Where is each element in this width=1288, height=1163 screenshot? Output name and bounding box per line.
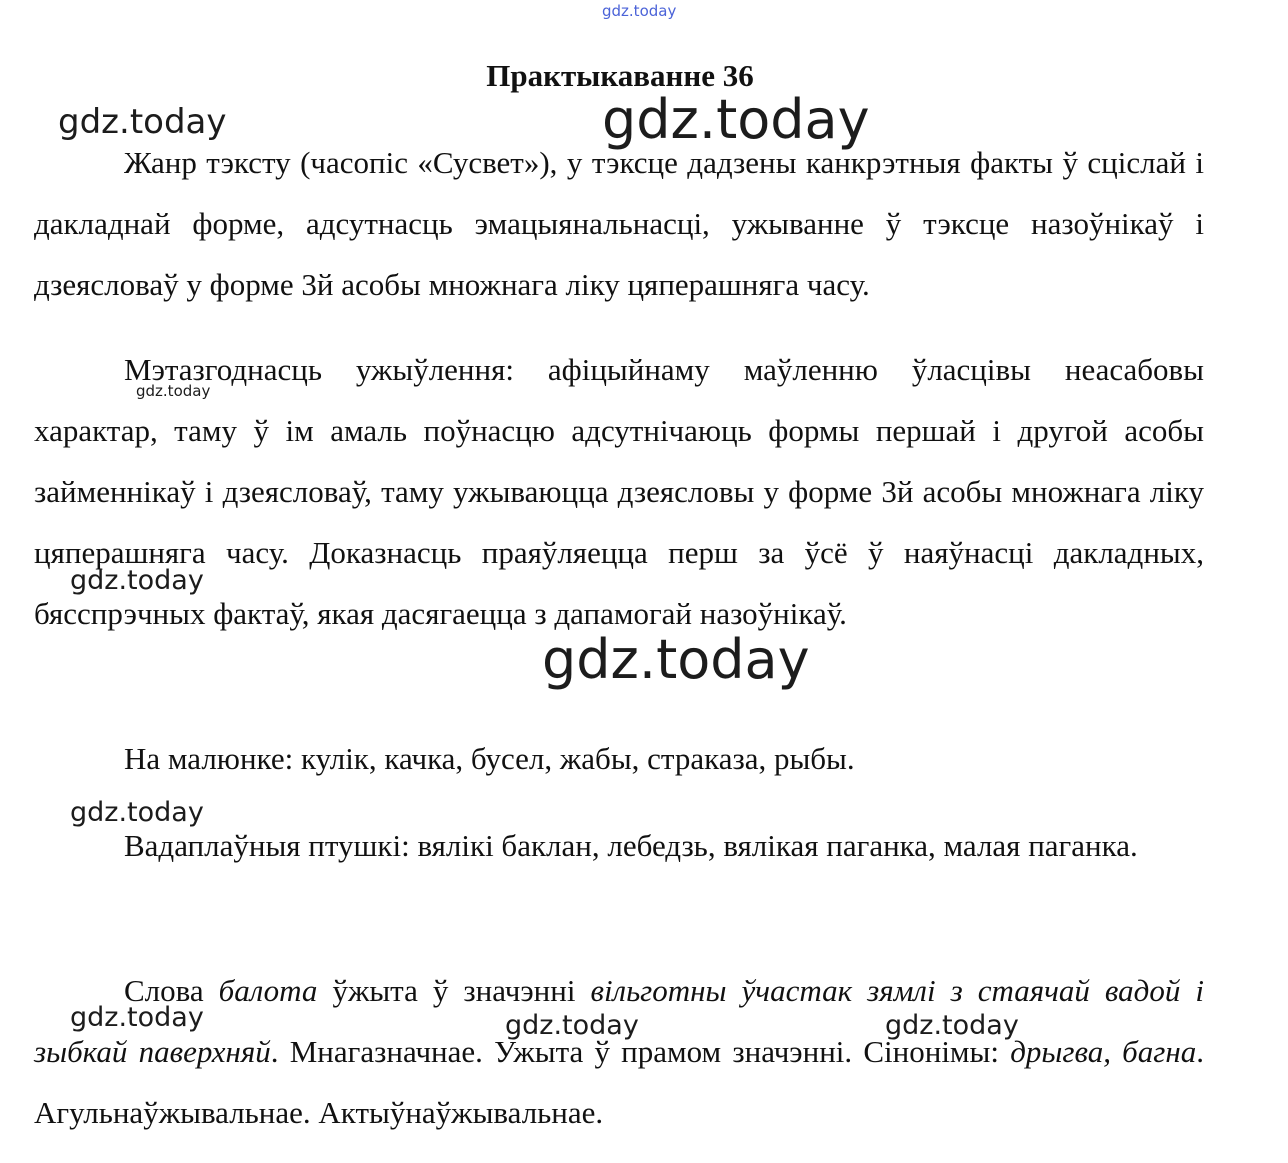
paragraph-word-analysis [34, 960, 1204, 1143]
watermark: gdz.today [885, 1010, 1019, 1041]
paragraph-expediency: Мэтазгоднасць ужыўлення: афіцыйнаму маўленню ўласцівы неасабовы характар, таму ў ім амаль поўнасцю адсутнічаюць формы першай і другой асобы займеннікаў і дзеясловаў, таму ужываюцца дзеясловы у форме 3й асобы множнага ліку цяперашняга часу. Доказнасць праяўляецца перш за ўсё ў наяўнасці дакладных, бясспрэчных фактаў, якая дасягаецца з дапамогай назоўнікаў. [34, 352, 1204, 631]
watermark-small: gdz.today [136, 382, 211, 400]
text-segment: . Мнагазначнае. Ужыта ў прамом значэнні. Сінонімы: [270, 1034, 1011, 1069]
text-segment: ўжыта ў значэнні [317, 973, 591, 1008]
italic-meaning: вільготны ўчастак зямлі з стаячай вадой і зыбкай паверхняй [34, 973, 1204, 1069]
paragraph-genre: Жанр тэксту (часопіс «Сусвет»), у тэксце дадзены канкрэтныя факты ў сціслай і дакладнай форме, адсутнасць эмацыянальнасці, ужыванне ў тэксце назоўнікаў і дзеясловаў у форме 3й асобы множнага ліку цяперашняга часу. [34, 145, 1204, 302]
watermark-large: gdz.today [602, 88, 870, 151]
watermark: gdz.today [505, 1010, 639, 1041]
text-segment: . Агульнаўжывальнае. Актыўнаўжывальнае. [34, 1034, 1204, 1130]
text-segment: Слова [124, 973, 219, 1008]
italic-word: балота [218, 973, 318, 1008]
watermark: gdz.today [58, 102, 227, 142]
watermark-top: gdz.today [602, 2, 677, 20]
italic-synonyms: дрыгва, багна [1010, 1034, 1197, 1069]
watermark-large: gdz.today [542, 628, 810, 691]
watermark: gdz.today [70, 565, 204, 596]
watermark: gdz.today [70, 1002, 204, 1033]
page-title: Практыкаванне 36 [486, 58, 754, 93]
paragraph-picture: На малюнке: кулік, качка, бусел, жабы, страказа, рыбы. [124, 741, 855, 776]
paragraph-waterfowl: Вадаплаўныя птушкі: вялікі баклан, лебедзь, вялікая паганка, малая паганка. [124, 828, 1138, 863]
watermark: gdz.today [70, 797, 204, 828]
